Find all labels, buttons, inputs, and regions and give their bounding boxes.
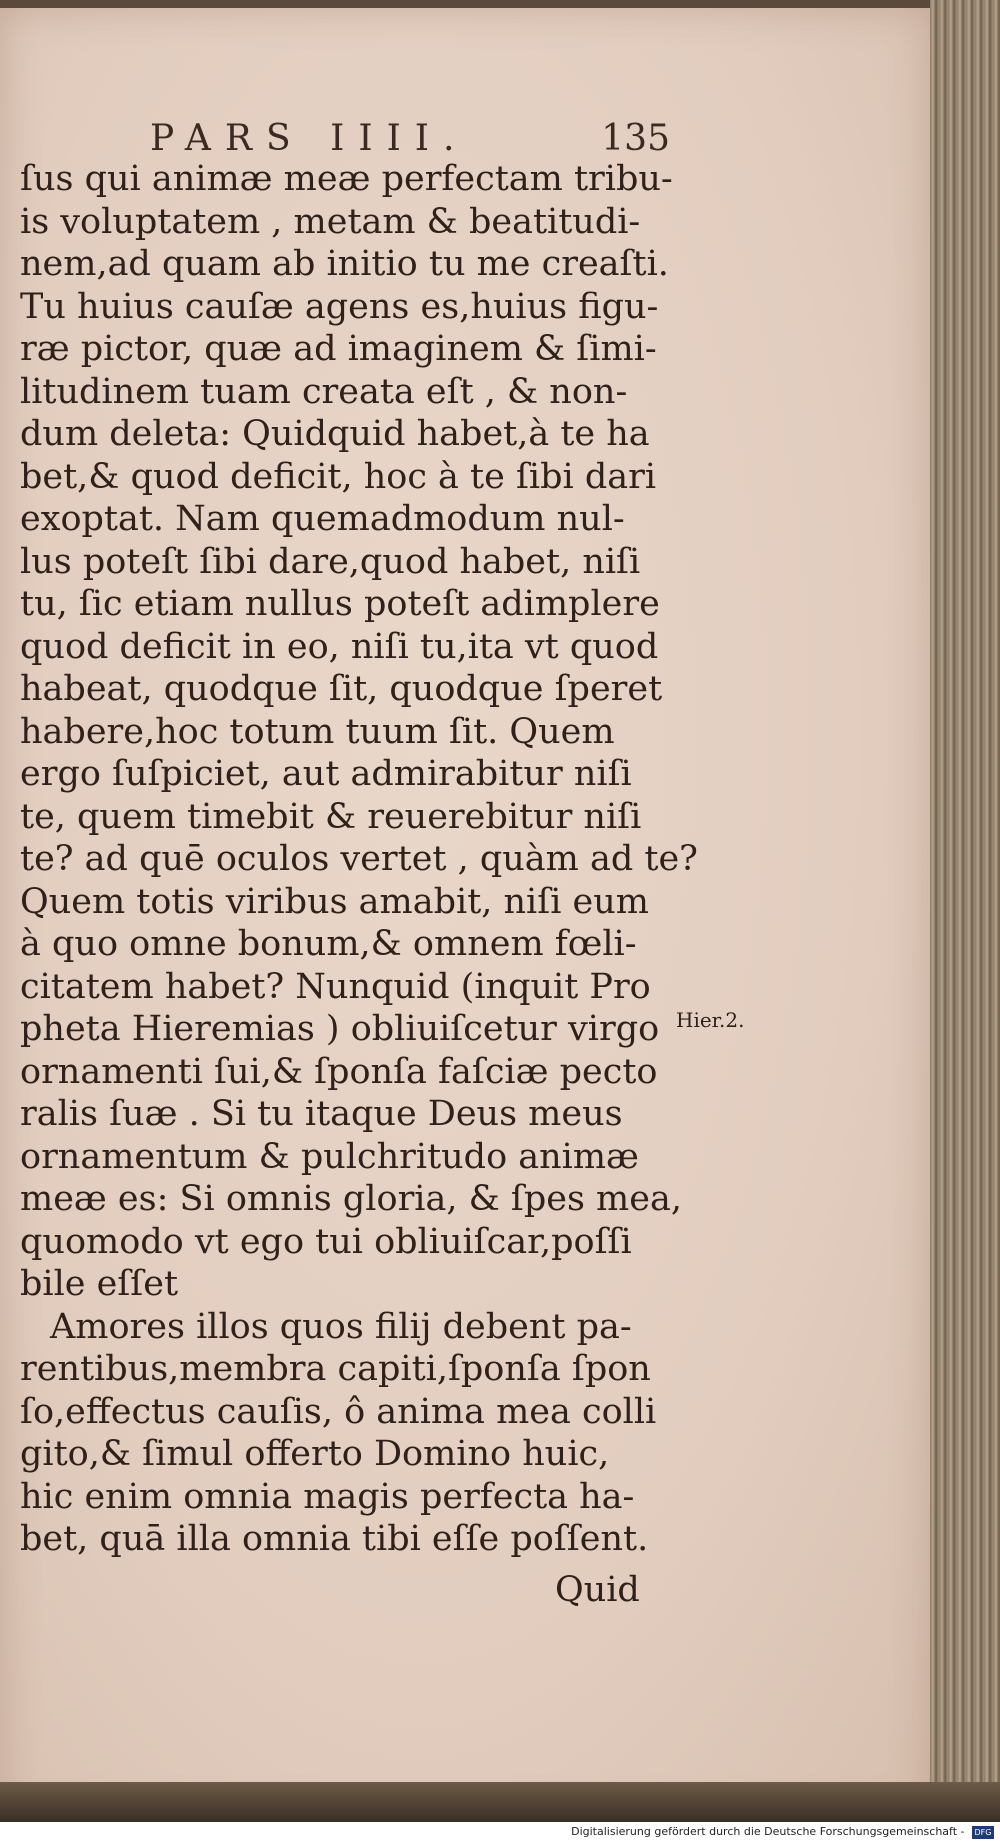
dfg-logo-icon: DFG <box>972 1826 994 1839</box>
text-line: litudinem tuam creata eſt , & non- <box>20 371 628 412</box>
text-line: bet,& quod deficit, hoc à te ſibi dari <box>20 456 657 497</box>
text-line: à quo omne bonum,& omnem fœli- <box>20 924 637 964</box>
text-line: ſo,effectus cauſis, ô anima mea colli <box>20 1391 657 1432</box>
text-line: tu, ſic etiam nullus poteſt adimplere <box>20 584 660 624</box>
digitization-footer <box>0 1822 1000 1841</box>
text-line: meæ es: Si omnis gloria, & ſpes mea, <box>20 1179 682 1219</box>
text-line: dum deleta: Quidquid habet,à te ha <box>20 414 650 454</box>
text-line: quomodo vt ego tui obliuiſcar,poſſi <box>20 1221 632 1262</box>
text-line: pheta Hieremias ) obliuiſcetur virgo <box>20 1009 660 1049</box>
text-line: Quem totis viribus amabit, niſi eum <box>20 881 649 922</box>
text-line: ergo ſuſpiciet, aut admirabitur niſi <box>20 754 632 794</box>
text-line: ræ pictor, quæ ad imaginem & ſimi- <box>20 329 657 369</box>
text-line: ralis ſuæ . Si tu itaque Deus meus <box>20 1094 623 1134</box>
text-line: rentibus,membra capiti,ſponſa ſpon <box>20 1349 651 1389</box>
text-line: quod deficit in eo, niſi tu,ita vt quod <box>20 626 659 667</box>
text-line: Tu huius cauſæ agens es,huius figu- <box>20 286 659 327</box>
page-header <box>150 118 670 158</box>
text-line: habeat, quodque ſit, quodque ſperet <box>20 669 663 709</box>
bottom-fold <box>0 1782 1000 1822</box>
text-line: is voluptatem , metam & beatitudi- <box>20 201 641 242</box>
text-line: te, quem timebit & reuerebitur niſi <box>20 796 642 837</box>
running-title: PARS IIII. <box>150 118 469 159</box>
text-line: exoptat. Nam quemadmodum nul- <box>20 499 625 539</box>
text-line: lus poteſt ſibi dare,quod habet, niſi <box>20 541 641 582</box>
text-line: ſus qui animæ meæ perfectam tribu- <box>20 159 673 199</box>
text-line: citatem habet? Nunquid (inquit Pro <box>20 966 651 1007</box>
marginal-note: Hier.2. <box>676 1008 745 1032</box>
text-line: gito,& ſimul offerto Domino huic, <box>20 1434 610 1474</box>
body-text <box>20 158 698 1561</box>
text-line: Amores illos quos filij debent pa- <box>50 1306 632 1347</box>
text-line: ornamentum & pulchritudo animæ <box>20 1136 639 1177</box>
page-number: 135 <box>601 118 670 159</box>
text-line: habere,hoc totum tuum ſit. Quem <box>20 711 615 752</box>
text-line: hic enim omnia magis perfecta ha- <box>20 1476 635 1517</box>
catchword: Quid <box>555 1570 640 1610</box>
text-line: bet, quā illa omnia tibi eſſe poſſent. <box>20 1519 649 1559</box>
text-line: ornamenti ſui,& ſponſa faſciæ pecto <box>20 1051 658 1092</box>
text-line: te? ad quē oculos vertet , quàm ad te? <box>20 839 698 879</box>
footer-credit: Digitalisierung gefördert durch die Deutsche Forschungsgemeinschaft - <box>571 1825 965 1838</box>
text-line: nem,ad quam ab initio tu me creaſti. <box>20 244 669 284</box>
text-line: bile eſſet <box>20 1264 179 1304</box>
page-edge-stack <box>930 0 1000 1822</box>
